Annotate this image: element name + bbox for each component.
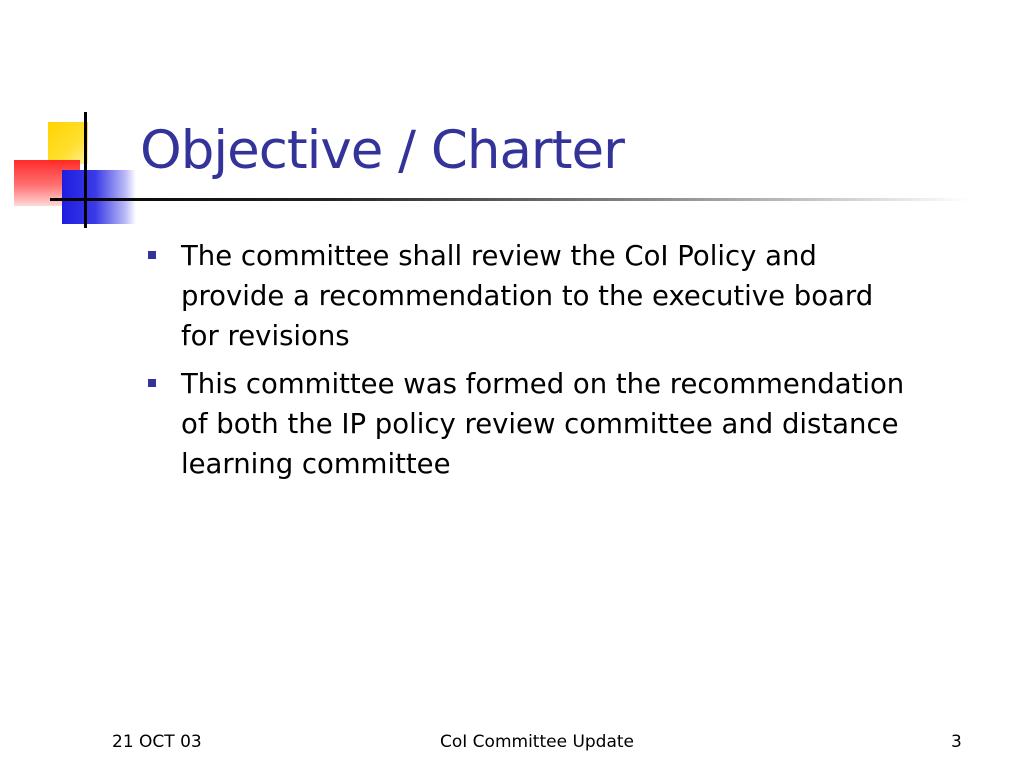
- bullet-text: The committee shall review the CoI Policy and provide a recommendation to the executive board for revisions: [181, 240, 874, 352]
- bullet-list: [148, 236, 908, 492]
- footer-title: CoI Committee Update: [439, 732, 635, 752]
- blue-square-shape: [62, 170, 136, 224]
- slide-title: Objective / Charter: [140, 120, 624, 181]
- title-underline-rule: [50, 198, 970, 201]
- square-bullet-icon: [148, 251, 156, 259]
- bullet-text: This committee was formed on the recommendation of both the IP policy review committee and distance learning committee: [181, 368, 905, 480]
- bullet-item: [148, 236, 908, 356]
- footer-date: 21 OCT 03: [112, 732, 202, 752]
- yellow-square-shape: [48, 122, 88, 164]
- vertical-rule: [84, 112, 87, 228]
- bullet-item: [148, 364, 908, 484]
- slide-logo-decoration: [0, 0, 140, 240]
- square-bullet-icon: [148, 379, 156, 387]
- footer-page-number: 3: [951, 732, 962, 752]
